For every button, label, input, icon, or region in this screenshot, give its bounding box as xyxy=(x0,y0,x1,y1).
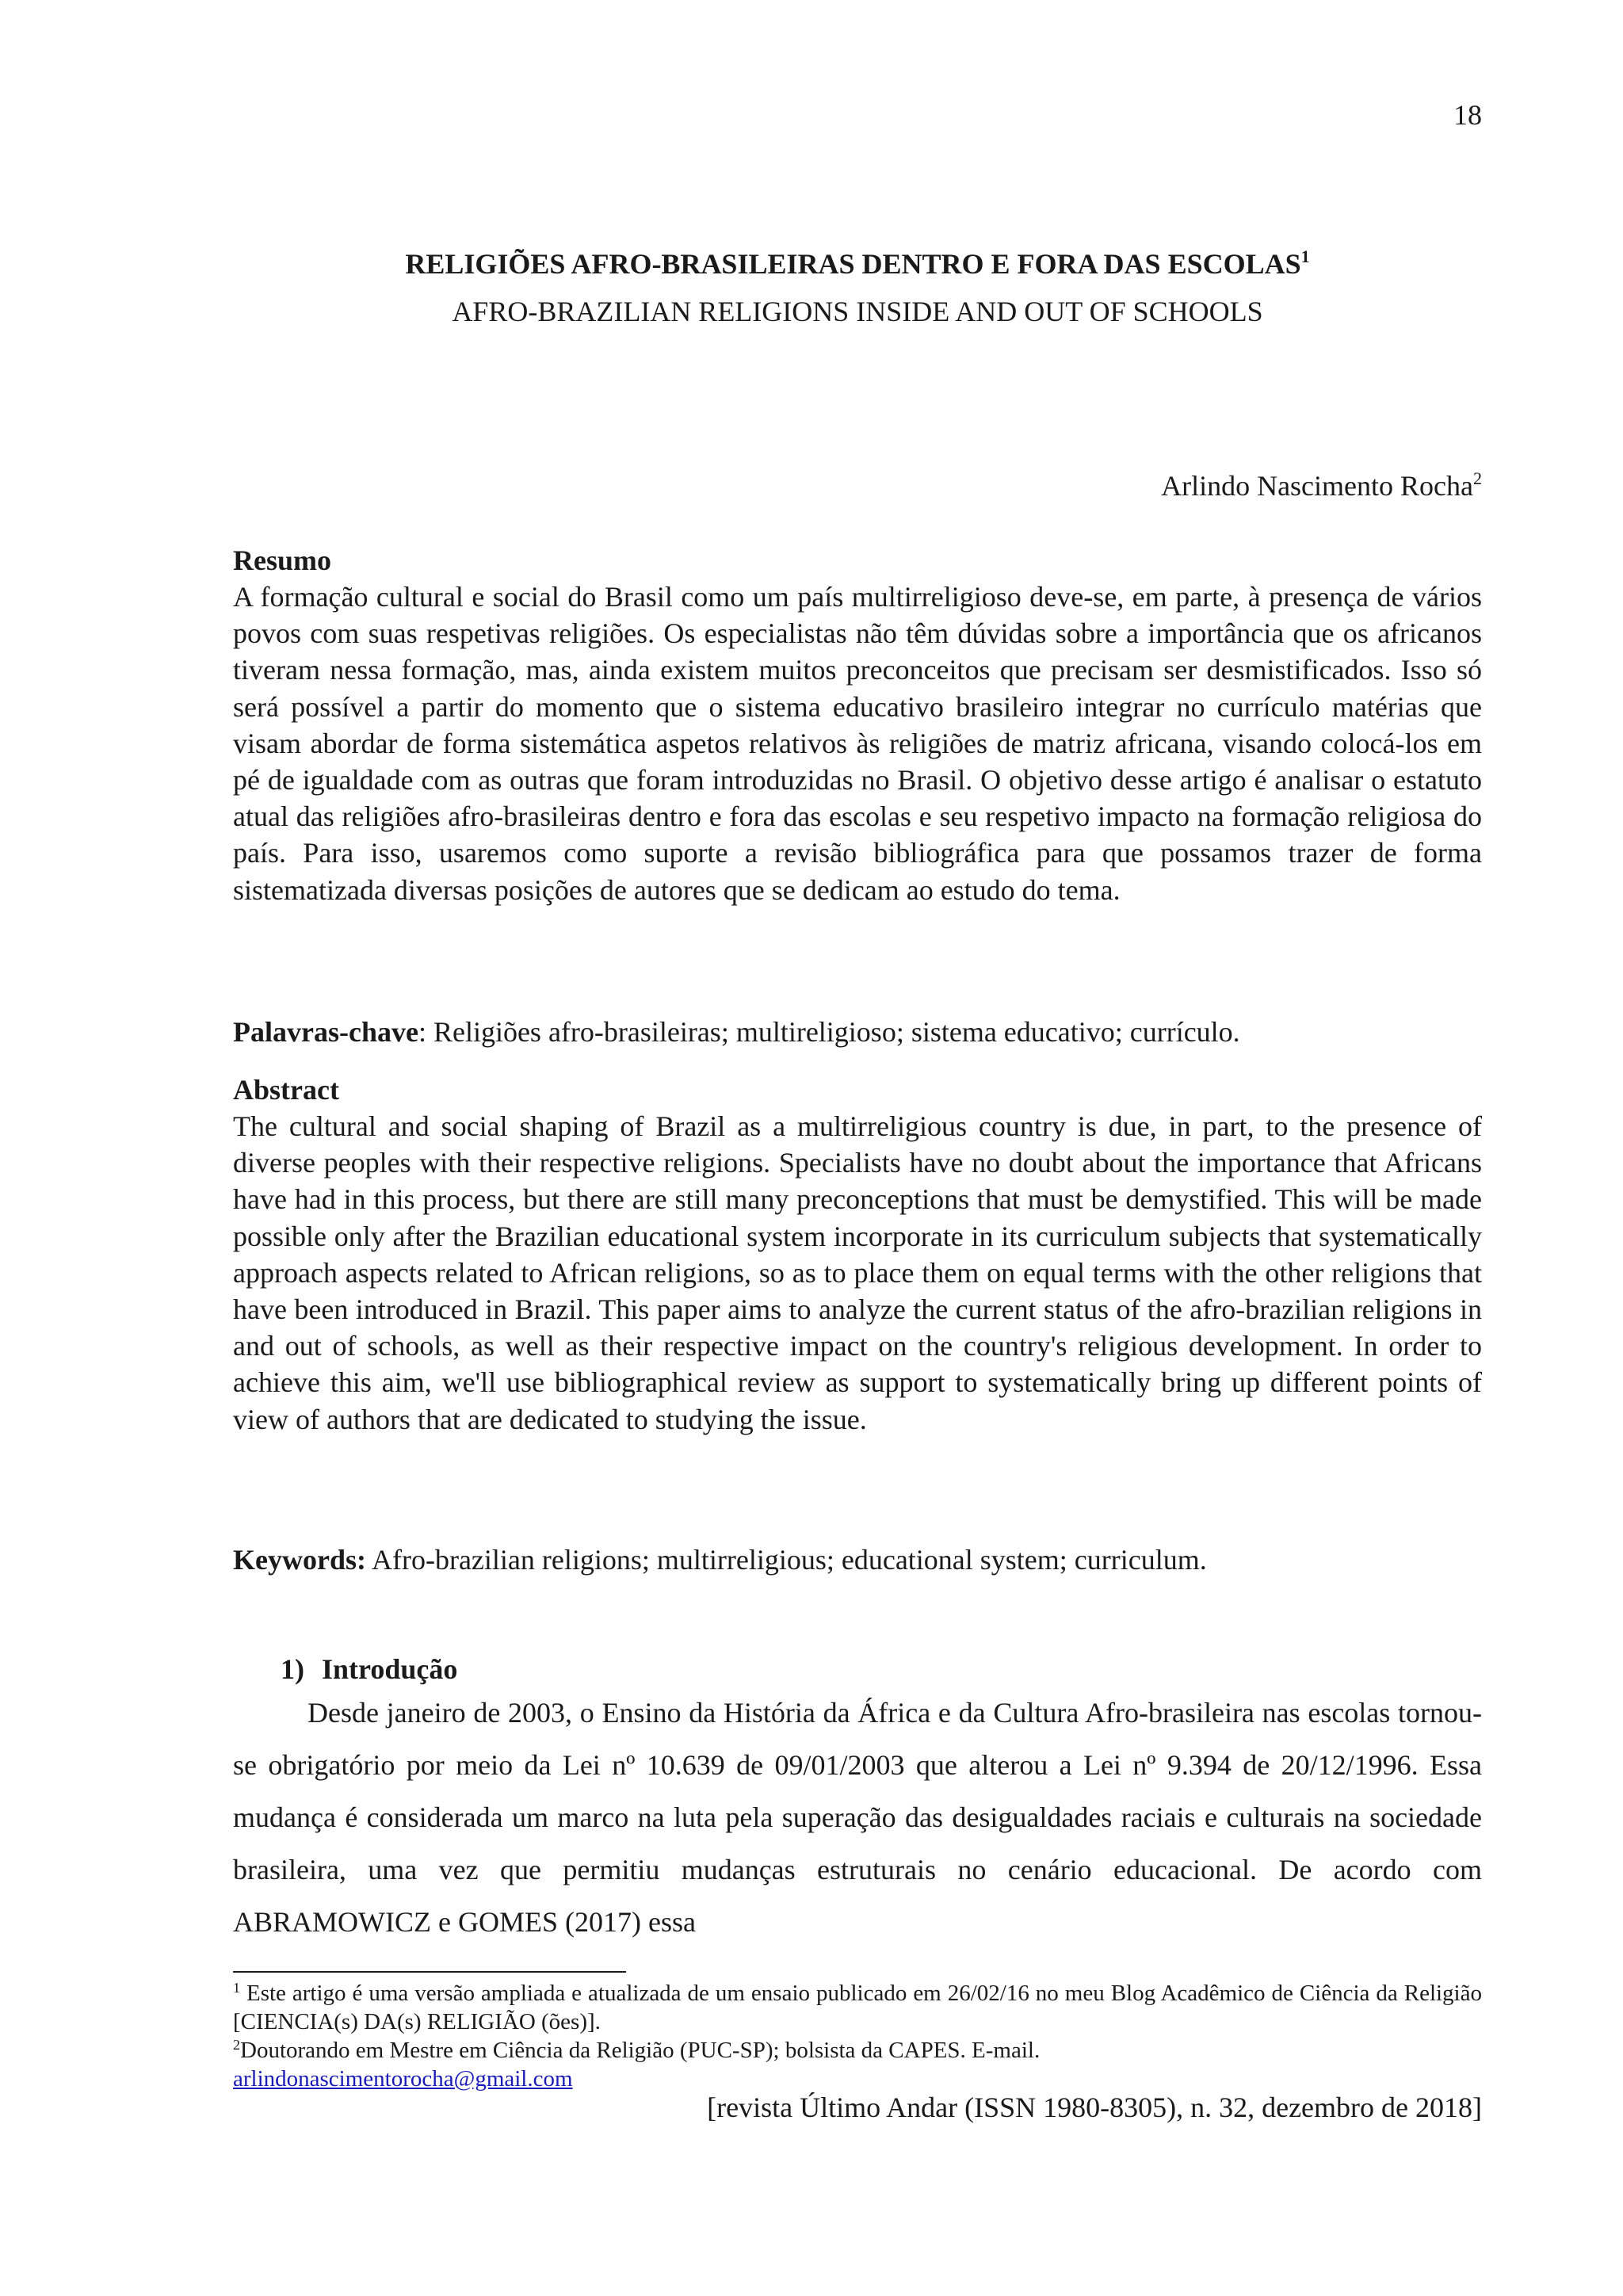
keywords-label: Keywords: xyxy=(233,1544,366,1576)
resumo-section xyxy=(233,542,1482,908)
author-line xyxy=(233,469,1482,502)
footnote-1-mark: 1 xyxy=(233,1980,240,1996)
resumo-text: A formação cultural e social do Brasil como um país multirreligioso deve-se, em parte, à presença de vários povos com suas respetivas religiões. Os especialistas não têm dúvidas sobre a importância que os africanos tiveram nessa formação, mas, ainda existem muitos preconceitos que precisam ser desmistificados. Isso só será possível a partir do momento que o sistema educativo brasileiro integrar no currículo matérias que visam abordar de forma sistemática aspetos relativos às religiões de matriz africana, visando colocá-los em pé de igualdade com as outras que foram introduzidas no Brasil. O objetivo desse artigo é analisar o estatuto atual das religiões afro-brasileiras dentro e fora das escolas e seu respetivo impacto na formação religiosa do país. Para isso, usaremos como suporte a revisão bibliográfica para que possamos trazer de forma sistematizada diversas posições de autores que se dedicam ao estudo do tema. xyxy=(233,581,1482,906)
introducao-heading xyxy=(281,1651,457,1687)
title-footnote-ref[interactable]: 1 xyxy=(1300,246,1310,266)
footnote-1 xyxy=(233,1979,1482,2036)
footnote-2-mark: 2 xyxy=(233,2037,240,2053)
keywords-line xyxy=(233,1541,1482,1578)
introducao-body xyxy=(233,1687,1482,1948)
article-title-pt-text: RELIGIÕES AFRO-BRASILEIRAS DENTRO E FORA DAS ESCOLAS xyxy=(405,248,1301,280)
article-title-pt xyxy=(233,246,1482,282)
resumo-heading: Resumo xyxy=(233,544,331,576)
palavras-chave-text: : Religiões afro-brasileiras; multireligioso; sistema educativo; currículo. xyxy=(418,1016,1240,1048)
footnote-separator xyxy=(233,1971,626,1973)
article-title-en: AFRO-BRAZILIAN RELIGIONS INSIDE AND OUT OF SCHOOLS xyxy=(452,296,1263,327)
palavras-chave-label: Palavras-chave xyxy=(233,1016,418,1048)
introducao-title: Introdução xyxy=(322,1653,458,1685)
abstract-section xyxy=(233,1072,1482,1438)
palavras-chave-line xyxy=(233,1014,1482,1050)
page-number: 18 xyxy=(1453,99,1482,131)
author-footnote-ref[interactable]: 2 xyxy=(1473,468,1482,488)
title-block xyxy=(233,246,1482,330)
journal-footer: [revista Último Andar (ISSN 1980-8305), n. 32, dezembro de 2018] xyxy=(707,2092,1482,2123)
footnote-1-text: Este artigo é uma versão ampliada e atualizada de um ensaio publicado em 26/02/16 no meu Blog Acadêmico de Ciência da Religião [CIENCIA(s) DA(s) RELIGIÃO (ões)]. xyxy=(233,1981,1482,2034)
footnotes xyxy=(233,1979,1482,2093)
abstract-heading: Abstract xyxy=(233,1074,339,1106)
author-name: Arlindo Nascimento Rocha xyxy=(1161,470,1473,502)
abstract-text: The cultural and social shaping of Brazil as a multirreligious country is due, in part, to the presence of diverse peoples with their respective religions. Specialists have no doubt about the importance that Africans have had in this process, but there are still many preconceptions that must be demystified. This will be made possible only after the Brazilian educational system incorporate in its curriculum subjects that systematically approach aspects related to African religions, so as to place them on equal terms with the other religions that have been introduced in Brazil. This paper aims to analyze the current status of the afro-brazilian religions in and out of schools, as well as their respective impact on the country's religious development. In order to achieve this aim, we'll use bibliographical review as support to systematically bring up different points of view of authors that are dedicated to studying the issue. xyxy=(233,1110,1482,1435)
introducao-number: 1) xyxy=(281,1653,304,1685)
keywords-text: Afro-brazilian religions; multirreligious; educational system; curriculum. xyxy=(365,1544,1207,1576)
introducao-text: Desde janeiro de 2003, o Ensino da História da África e da Cultura Afro-brasileira nas escolas tornou-se obrigatório por meio da Lei nº 10.639 de 09/01/2003 que alterou a Lei nº 9.394 de 20/12/1996. Essa mudança é considerada um marco na luta pela superação das desigualdades raciais e culturais na sociedade brasileira, uma vez que permitiu mudanças estruturais no cenário educacional. De acordo com ABRAMOWICZ e GOMES (2017) essa xyxy=(233,1697,1482,1938)
footnote-2-text: Doutorando em Mestre em Ciência da Religião (PUC-SP); bolsista da CAPES. E-mail. xyxy=(240,2038,1041,2063)
footnote-2 xyxy=(233,2036,1482,2093)
author-email-link[interactable]: arlindonascimentorocha@gmail.com xyxy=(233,2066,573,2092)
